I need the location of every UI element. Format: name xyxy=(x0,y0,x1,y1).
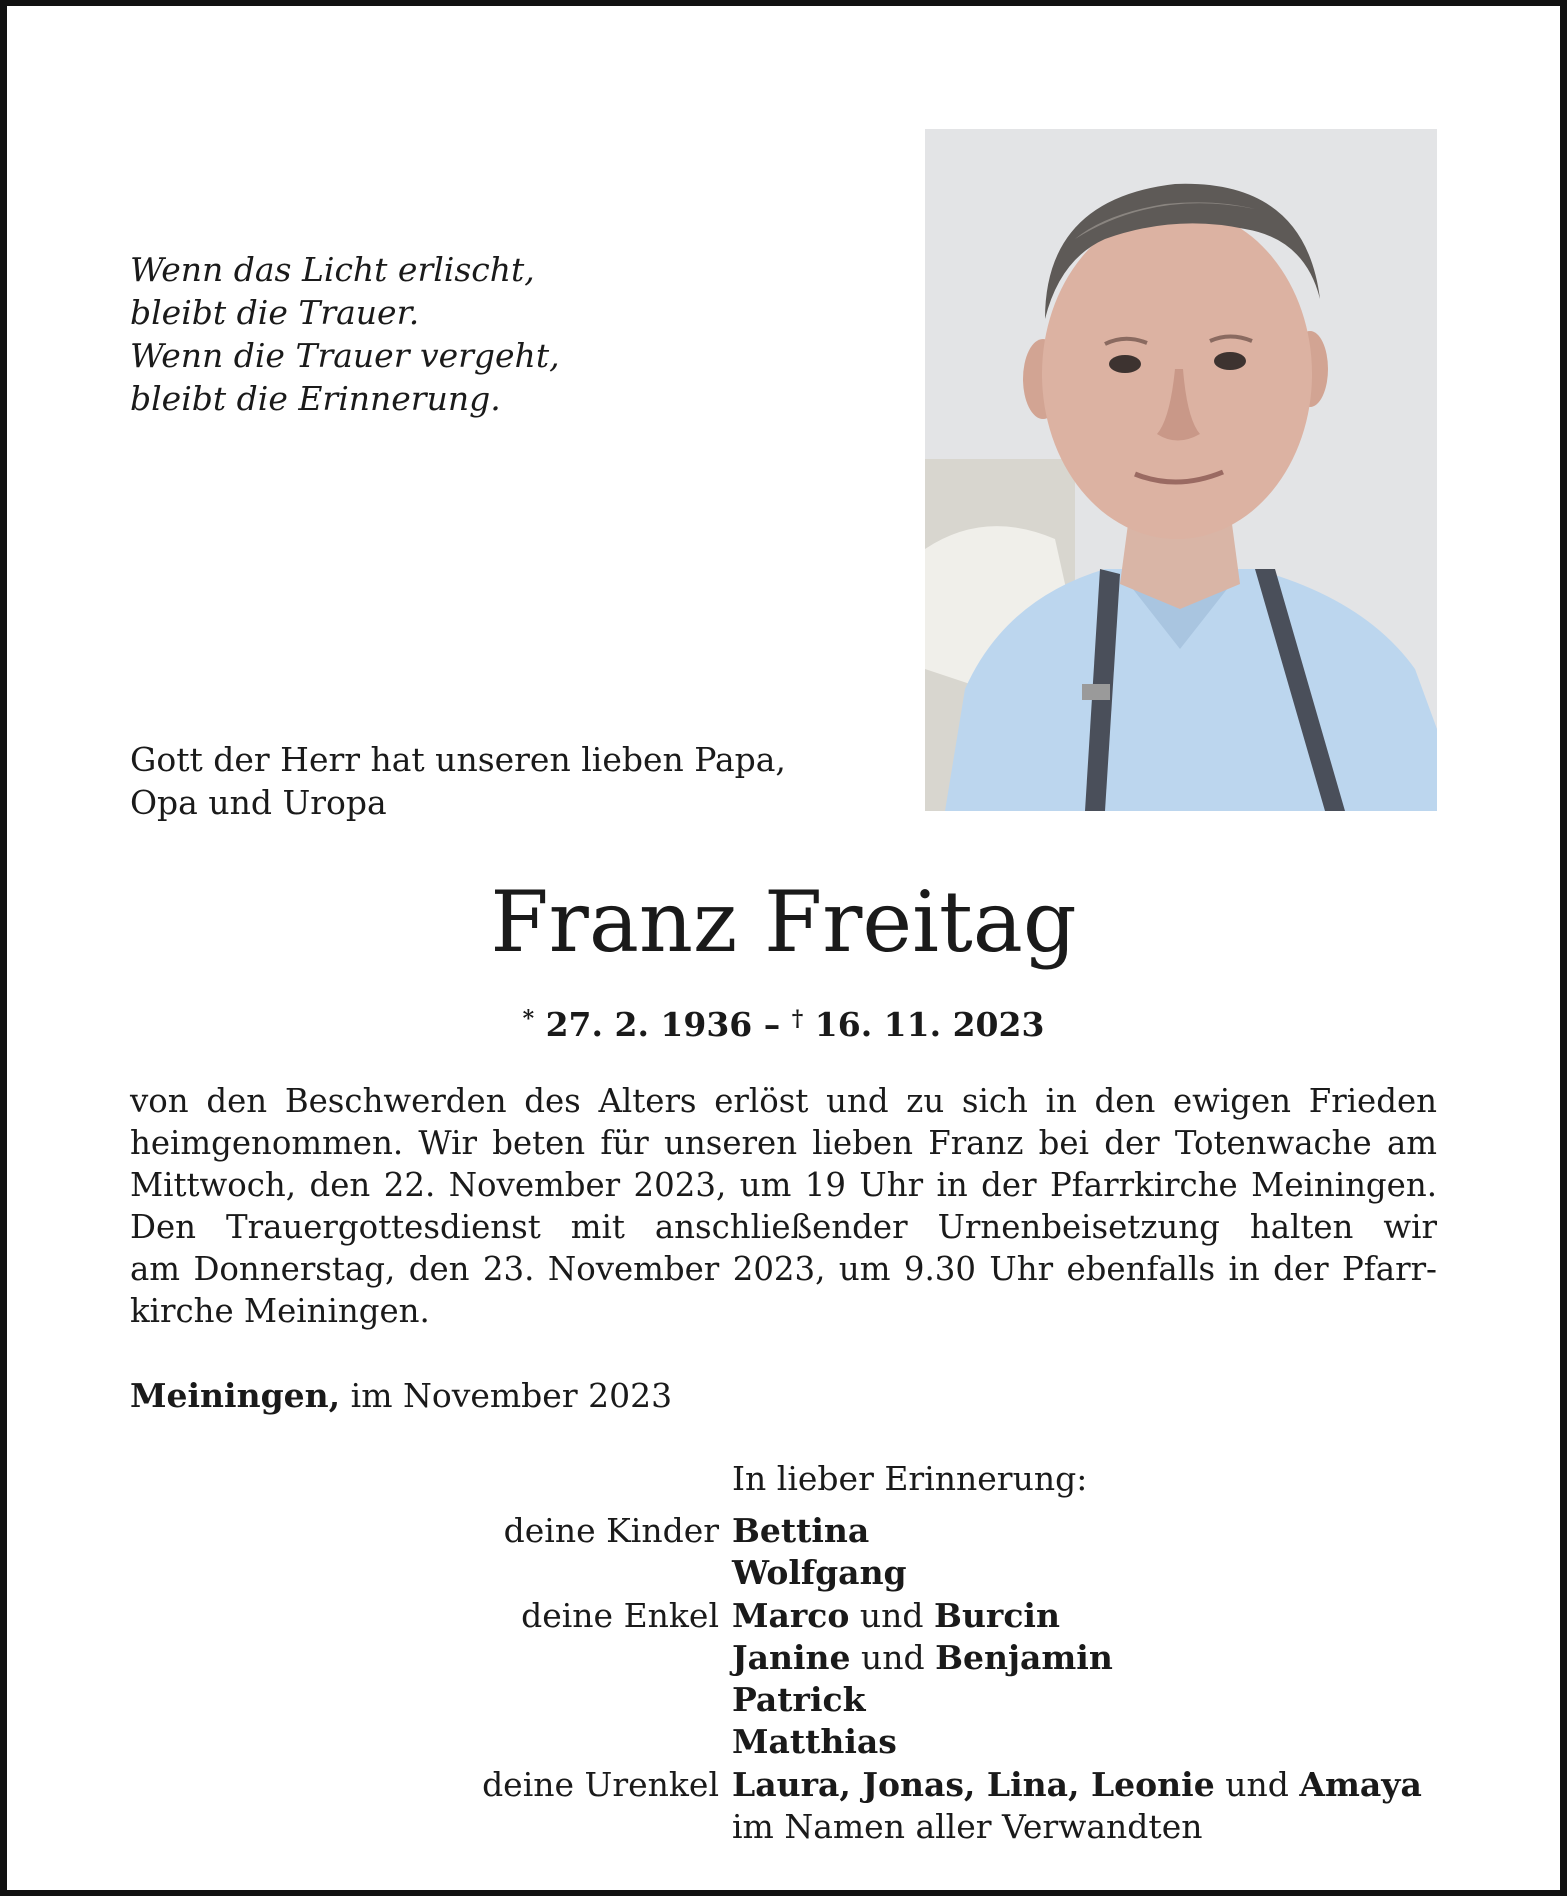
family-row xyxy=(0,1679,1567,1721)
place-town: Meiningen, xyxy=(130,1376,341,1415)
portrait-illustration xyxy=(925,129,1437,811)
intro-line: Opa und Uropa xyxy=(130,783,387,822)
family-member-name: Amaya xyxy=(1299,1764,1422,1804)
conjunction: und xyxy=(1225,1764,1289,1804)
family-member-name: Bettina xyxy=(732,1511,870,1550)
intro-line: Gott der Herr hat unseren lieben Papa, xyxy=(130,740,786,779)
family-row xyxy=(0,1806,1567,1848)
family-row xyxy=(0,1552,1567,1594)
announcement-text xyxy=(130,1080,1437,1332)
family-member-name: Benjamin xyxy=(935,1637,1113,1677)
announcement-line: am Donnerstag, den 23. November 2023, um 9.30 Uhr ebenfalls in der Pfarr- xyxy=(130,1250,1437,1288)
memorial-poem xyxy=(130,248,560,420)
closing-line: im Namen aller Verwandten xyxy=(732,1807,1203,1847)
poem-line: Wenn die Trauer vergeht, xyxy=(130,336,560,375)
family-list xyxy=(0,1510,1567,1848)
family-row xyxy=(0,1721,1567,1763)
relation-label: deine Kinder xyxy=(503,1511,719,1550)
family-member-name: Patrick xyxy=(732,1680,866,1720)
death-date: 16. 11. 2023 xyxy=(814,1005,1045,1044)
family-member-name: Wolfgang xyxy=(732,1553,907,1593)
family-row xyxy=(0,1595,1567,1637)
family-row xyxy=(0,1764,1567,1806)
announcement-line: Mittwoch, den 22. November 2023, um 19 Uhr in der Pfarrkirche Meiningen. xyxy=(130,1166,1437,1204)
place-and-date xyxy=(130,1373,672,1419)
family-member-name: Burcin xyxy=(934,1595,1060,1635)
deceased-name: Franz Freitag xyxy=(490,873,1077,971)
life-dates xyxy=(0,996,1567,1048)
poem-line: Wenn das Licht erlischt, xyxy=(130,250,535,289)
date-separator: – xyxy=(763,1005,781,1044)
relation-label: deine Enkel xyxy=(521,1595,719,1635)
remember-label: In lieber Erinnerung: xyxy=(732,1459,1088,1498)
family-member-name: Marco xyxy=(732,1595,850,1635)
family-row xyxy=(0,1637,1567,1679)
family-member-name: Janine xyxy=(732,1637,851,1677)
poem-line: bleibt die Trauer. xyxy=(130,293,420,332)
intro-text xyxy=(130,738,786,824)
family-member-name: Matthias xyxy=(732,1722,897,1762)
announcement-line: kirche Meiningen. xyxy=(130,1292,430,1330)
poem-line: bleibt die Erinnerung. xyxy=(130,379,501,418)
birth-symbol: * xyxy=(522,1006,535,1032)
announcement-line: Den Trauergottesdienst mit anschließender Urnenbeisetzung halten wir xyxy=(130,1208,1437,1246)
family-row xyxy=(0,1510,1567,1552)
family-member-names: Laura, Jonas, Lina, Leonie xyxy=(732,1764,1215,1804)
conjunction: und xyxy=(861,1637,925,1677)
announcement-line: von den Beschwerden des Alters erlöst und zu sich in den ewigen Frieden xyxy=(130,1082,1437,1120)
relation-label: deine Urenkel xyxy=(482,1764,719,1804)
announcement-line: heimgenommen. Wir beten für unseren lieben Franz bei der Totenwache am xyxy=(130,1124,1437,1162)
death-symbol: † xyxy=(791,1006,804,1032)
birth-date: 27. 2. 1936 xyxy=(545,1005,753,1044)
conjunction: und xyxy=(859,1595,924,1635)
place-date: im November 2023 xyxy=(350,1376,673,1415)
portrait-photo xyxy=(925,129,1437,811)
